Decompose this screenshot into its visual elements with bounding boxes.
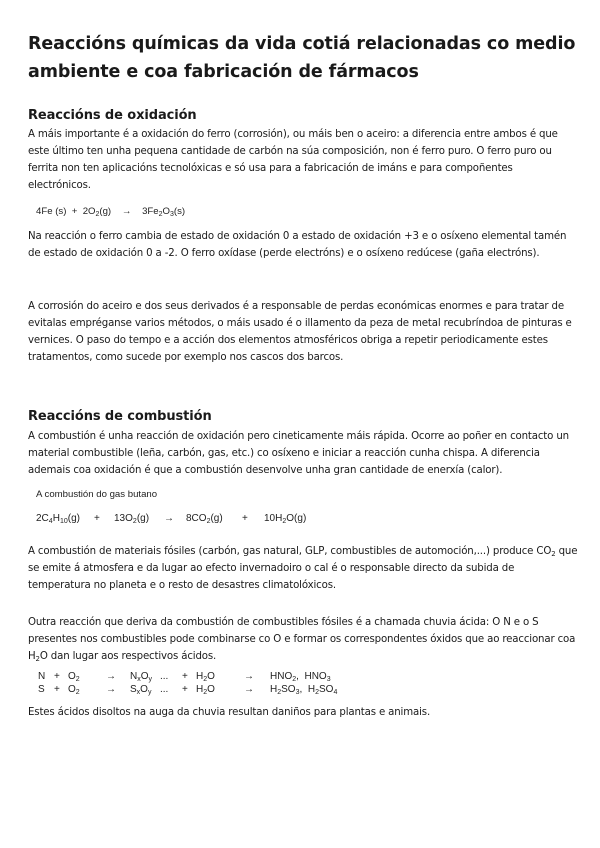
eq-butane: $2C_4H_{10}(g)$ bbox=[36, 513, 80, 525]
eq-water: $10H_2O(g)$ bbox=[264, 513, 307, 525]
oxidation-heading: Reaccións de oxidación bbox=[28, 108, 197, 123]
eq-product-iron-oxide: 3Fe bbox=[142, 206, 159, 217]
eq-element: N bbox=[38, 671, 46, 682]
oxidation-paragraph-3: A corrosión do aceiro e dos seus derivados é a responsable de perdas económicas enormes e para tratar de evitalas empréganse varios métodos, o máis usado é o illamento da peza de metal recubríndoa de pinturas e vernices. O paso do tempo e a acción dos elementos atmosféricos obriga a repetir periodicamente estes tratamentos, como sucede por exemplo nos cascos dos barcos. bbox=[28, 301, 572, 363]
eq-subscript: 2 bbox=[95, 211, 100, 218]
eq-dots: ... bbox=[160, 684, 169, 695]
iron-oxidation-equation bbox=[36, 205, 185, 219]
eq-acids: $HNO_2$, $HNO_3$ bbox=[270, 671, 331, 683]
eq-state: (g) bbox=[99, 206, 112, 217]
eq-plus: + bbox=[54, 684, 60, 695]
acid-equation-nitrogen bbox=[38, 670, 398, 684]
eq-state: (s) bbox=[173, 206, 186, 217]
eq-subscript: 2 bbox=[158, 211, 163, 218]
water-subscript: 2 bbox=[35, 655, 40, 663]
eq-plus: + bbox=[242, 513, 248, 524]
eq-plus: + bbox=[182, 684, 188, 695]
eq-oxygen: $O_2$ bbox=[68, 684, 80, 696]
butane-label: A combustión do gas butano bbox=[36, 489, 158, 500]
eq-arrow: → bbox=[164, 513, 174, 524]
eq-water: $H_2O$ bbox=[196, 671, 215, 683]
eq-oxygen: $13O_2(g)$ bbox=[114, 513, 150, 525]
eq-arrow: → bbox=[121, 206, 132, 217]
eq-reactant-oxygen: 2O bbox=[82, 206, 96, 217]
eq-acids: $H_2SO_3$, $H_2SO_4$ bbox=[270, 684, 338, 696]
paragraph-text: A combustión de materiais fósiles (carbón, gas natural, GLP, combustibles de automoción,...) produce CO bbox=[28, 546, 552, 557]
acid-equation-sulfur bbox=[38, 683, 398, 697]
eq-oxide: $S_xO_y$ bbox=[130, 684, 152, 696]
eq-plus: + bbox=[71, 206, 78, 217]
eq-oxide: $N_xO_y$ bbox=[130, 671, 153, 683]
eq-plus: + bbox=[182, 671, 188, 682]
combustion-paragraph-1: A combustión é unha reacción de oxidación pero cineticamente máis rápida. Ocorre ao poñer en contacto un material combustible (leña, carbón, gas, etc.) co osíxeno e iniciar a reacción cunha chispa. A diferencia ademais coa oxidación é que a combustión desenvolve unha gran cantidade de enerxía (calor). bbox=[28, 431, 569, 476]
eq-arrow: → bbox=[244, 671, 254, 682]
eq-oxygen: $O_2$ bbox=[68, 671, 80, 683]
eq-arrow: → bbox=[106, 671, 116, 682]
eq-dots: ... bbox=[160, 671, 169, 682]
eq-arrow: → bbox=[244, 684, 254, 695]
butane-combustion-equation bbox=[36, 512, 336, 526]
eq-product-oxygen: O bbox=[162, 206, 170, 217]
eq-subscript: 3 bbox=[170, 211, 174, 218]
oxidation-paragraph-1: A máis importante é a oxidación do ferro (corrosión), ou máis ben o aceiro: a diferencia entre ambos é que este último ten unha pequena cantidade de carbón na súa composición, non é ferro puro. O ferro puro ou ferrita non ten aplicacións tecnolóxicas e só usa para a fabricación de imáns e para compoñentes electrónicos. bbox=[28, 129, 558, 191]
eq-plus: + bbox=[94, 513, 100, 524]
combustion-paragraph-2 bbox=[28, 543, 578, 594]
paragraph-text: O dan lugar aos respectivos ácidos. bbox=[39, 651, 217, 662]
paragraph-text: que se emite á atmosfera e da lugar ao efecto invernadoiro o cal é o responsable directo da subida de temperatura no planeta e o resto de desastres climatolóxicos. bbox=[28, 546, 578, 591]
eq-arrow: → bbox=[106, 684, 116, 695]
oxidation-paragraph-2: Na reacción o ferro cambia de estado de oxidación 0 a estado de oxidación +3 e o osíxeno elemental tamén de estado de oxidación 0 a -2. O ferro oxídase (perde electróns) e o osíxeno redúcese (gaña electróns). bbox=[28, 231, 567, 259]
combustion-heading: Reaccións de combustión bbox=[28, 409, 212, 424]
eq-plus: + bbox=[54, 671, 60, 682]
co2-subscript: 2 bbox=[551, 550, 556, 558]
page-title: Reaccións químicas da vida cotiá relacionadas co medio ambiente e coa fabricación de fármacos bbox=[28, 34, 576, 82]
combustion-paragraph-3 bbox=[28, 614, 578, 665]
paragraph-text: Outra reacción que deriva da combustión de combustibles fósiles é a chamada chuvia ácida: O N e o S presentes nos combustibles pode combinarse co O e formar os correspondentes óxidos que ao reaccionar coa H bbox=[28, 617, 576, 662]
eq-carbon-dioxide: $8CO_2(g)$ bbox=[186, 513, 223, 525]
eq-reactant-iron: 4Fe (s) bbox=[36, 206, 67, 217]
combustion-paragraph-4: Estes ácidos disoltos na auga da chuvia resultan daniños para plantas e animais. bbox=[28, 707, 431, 718]
eq-water: $H_2O$ bbox=[196, 684, 215, 696]
eq-element: S bbox=[38, 684, 45, 695]
